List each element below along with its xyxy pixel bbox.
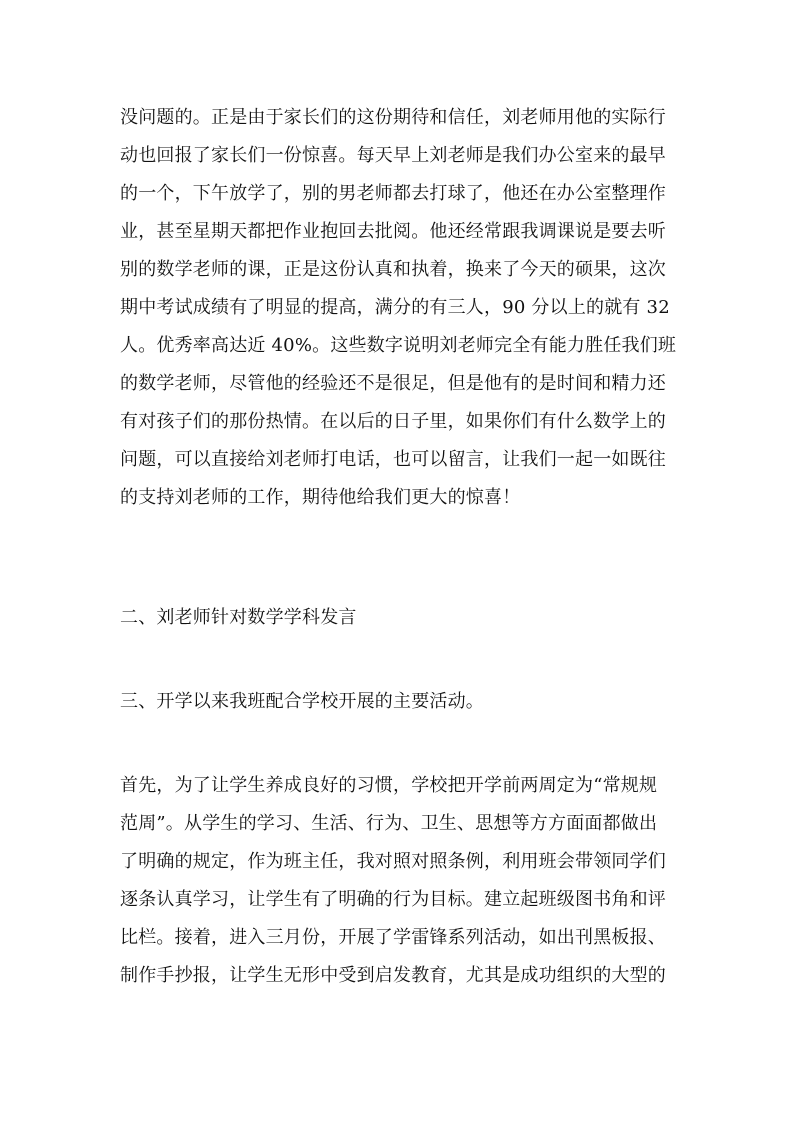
section-heading-math-speech — [120, 599, 680, 637]
paragraph-activities — [120, 767, 680, 995]
paragraph-line: 逐条认真学习，让学生有了明确的行为目标。建立起班级图书角和评 — [120, 889, 666, 910]
paragraph-line: 有对孩子们的那份热情。在以后的日子里，如果你们有什么数学上的 — [120, 411, 666, 432]
paragraph-line: 的支持刘老师的工作，期待他给我们更大的惊喜！ — [120, 487, 521, 508]
paragraph-line: 的一个，下午放学了，别的男老师都去打球了，他还在办公室整理作 — [120, 183, 666, 204]
paragraph-line: 比栏。接着，进入三月份，开展了学雷锋系列活动，如出刊黑板报、 — [120, 927, 666, 948]
paragraph-line: 别的数学老师的课，正是这份认真和执着，换来了今天的硕果，这次 — [120, 259, 666, 280]
paragraph-line: 人。优秀率高达近 40%。这些数字说明刘老师完全有能力胜任我们班 — [120, 335, 677, 356]
paragraph-line: 制作手抄报，让学生无形中受到启发教育，尤其是成功组织的大型的 — [120, 965, 666, 986]
section-heading-main-activities — [120, 683, 680, 721]
paragraph-line: 期中考试成绩有了明显的提高，满分的有三人，90 分以上的就有 32 — [120, 297, 670, 318]
section-heading-text: 三、开学以来我班配合学校开展的主要活动。 — [120, 691, 484, 712]
section-heading-text: 二、刘老师针对数学学科发言 — [120, 607, 357, 628]
paragraph-line: 范周”。从学生的学习、生活、行为、卫生、思想等方方面面都做出 — [120, 813, 658, 834]
paragraph-line: 问题，可以直接给刘老师打电话，也可以留言，让我们一起一如既往 — [120, 449, 666, 470]
paragraph-line: 的数学老师，尽管他的经验还不是很足，但是他有的是时间和精力还 — [120, 373, 666, 394]
paragraph-line: 业，甚至星期天都把作业抱回去批阅。他还经常跟我调课说是要去听 — [120, 221, 666, 242]
paragraph-teacher-liu-praise — [120, 99, 680, 517]
paragraph-line: 没问题的。正是由于家长们的这份期待和信任，刘老师用他的实际行 — [120, 107, 666, 128]
paragraph-line: 动也回报了家长们一份惊喜。每天早上刘老师是我们办公室来的最早 — [120, 145, 666, 166]
paragraph-line: 首先，为了让学生养成良好的习惯，学校把开学前两周定为“常规规 — [120, 775, 658, 796]
paragraph-line: 了明确的规定，作为班主任，我对照对照条例，利用班会带领同学们 — [120, 851, 666, 872]
